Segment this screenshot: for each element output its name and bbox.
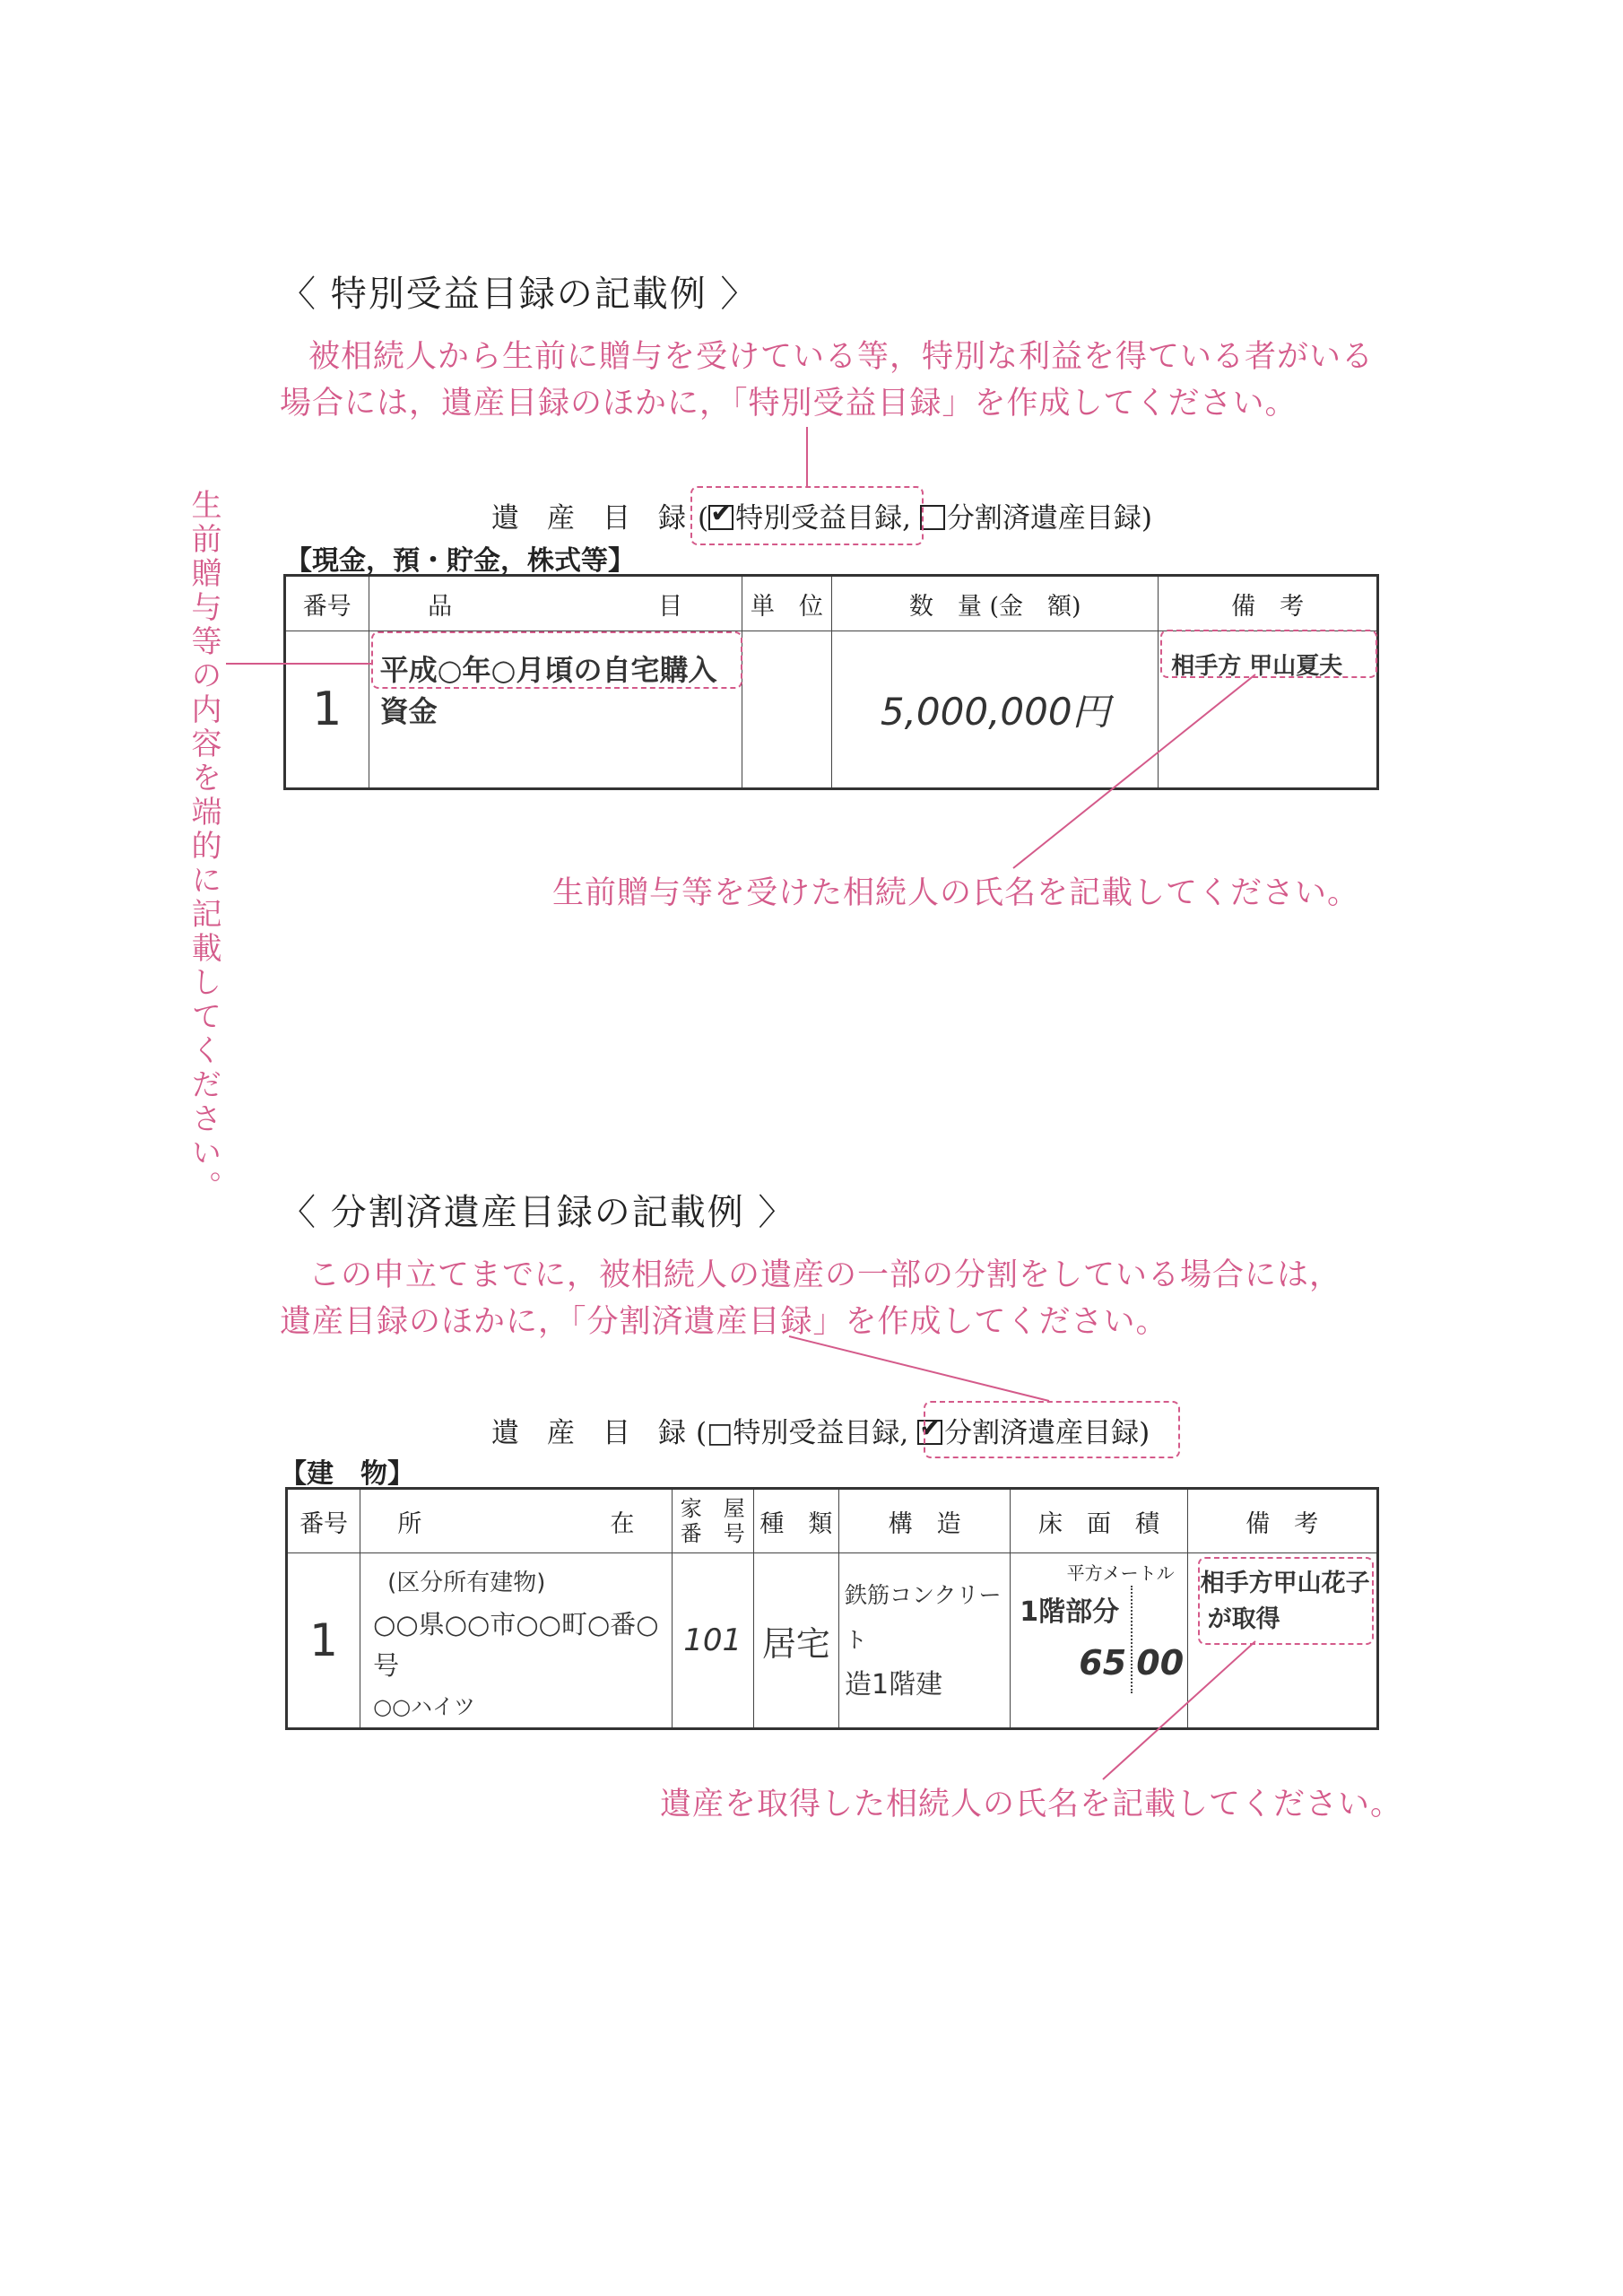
structure-line2: 造1階建 (844, 1669, 943, 1700)
section1-guide-line1: 被相続人から生前に贈与を受けている等，特別な利益を得ている者がいる (308, 339, 1375, 375)
header-number: 番号 (287, 1489, 360, 1553)
structure-line1: 鉄筋コンクリート (844, 1582, 1002, 1653)
header-structure: 構 造 (838, 1489, 1010, 1553)
row-item: 平成○年○月頃の自宅購入資金 (379, 653, 717, 728)
connector-bottom-to-remarks2 (1103, 1641, 1255, 1779)
connector-guide-to-checkbox (789, 1336, 1049, 1401)
area-unit: 平方メートル (1066, 1562, 1175, 1584)
header-remarks: 備 考 (1159, 576, 1378, 631)
location-line3: ○○ハイツ (373, 1694, 476, 1719)
connector-bottom-to-remarks (1013, 674, 1255, 868)
header-type: 種 類 (753, 1489, 838, 1553)
section2-bottom-note: 遺産を取得した相続人の氏名を記載してください。 (660, 1787, 1403, 1822)
row-number: 1 (287, 1553, 360, 1729)
header-number: 番号 (285, 576, 369, 631)
section2-form-options: (□特別受益目録, ✔ 分割済遺産目録) (696, 1410, 1150, 1450)
row-number: 1 (285, 631, 369, 789)
row-remarks: 相手方 甲山夏夫 (1171, 653, 1343, 680)
row-remarks: 相手方甲山花子 が取得 (1200, 1570, 1370, 1633)
header-amount: 数 量 (金 額) (832, 576, 1159, 631)
section1-form-options: (✔ 特別受益目録, 分割済遺産目録) (698, 495, 1152, 535)
header-floor-area: 床 面 積 (1011, 1489, 1187, 1553)
location-line1: (区分所有建物) (387, 1570, 546, 1596)
section1-side-note: 生前贈与等の内容を端的に記載してください。 (186, 489, 221, 1205)
section2-category: 【建 物】 (280, 1458, 414, 1490)
area-part: 1階部分 (1020, 1596, 1120, 1628)
section1-heading: 〈 特別受益目録の記載例 〉 (280, 274, 759, 315)
section1-category: 【現金，預・貯金，株式等】 (285, 545, 635, 577)
header-item: 品 目 (369, 576, 742, 631)
header-location: 所 在 (360, 1489, 673, 1553)
section1-form-title: 遺 産 目 録 (491, 502, 686, 535)
row-house-number: 101 (672, 1553, 753, 1729)
section1-bottom-note: 生前贈与等を受けた相続人の氏名を記載してください。 (552, 875, 1360, 911)
section1-guide-line2: 場合には，遺産目録のほかに，「特別受益目録」を作成してください。 (280, 386, 1298, 422)
location-line2: ○○県○○市○○町○番○号 (373, 1609, 659, 1681)
row-amount: 5,000,000円 (832, 631, 1159, 789)
row-type: 居宅 (753, 1553, 838, 1729)
section2-guide-line1: この申立てまでに，被相続人の遺産の一部の分割をしている場合には， (308, 1257, 1342, 1293)
section2-guide-line2: 遺産目録のほかに，「分割済遺産目録」を作成してください。 (280, 1304, 1168, 1340)
area-decimal: 00 (1136, 1643, 1185, 1683)
section2-form-title: 遺 産 目 録 (491, 1417, 686, 1449)
section2-heading: 〈 分割済遺産目録の記載例 〉 (280, 1192, 796, 1233)
header-unit: 単 位 (742, 576, 832, 631)
area-integer: 65 (1079, 1643, 1127, 1683)
header-remarks: 備 考 (1187, 1489, 1377, 1553)
header-house-number: 家 屋 番 号 (672, 1489, 753, 1553)
